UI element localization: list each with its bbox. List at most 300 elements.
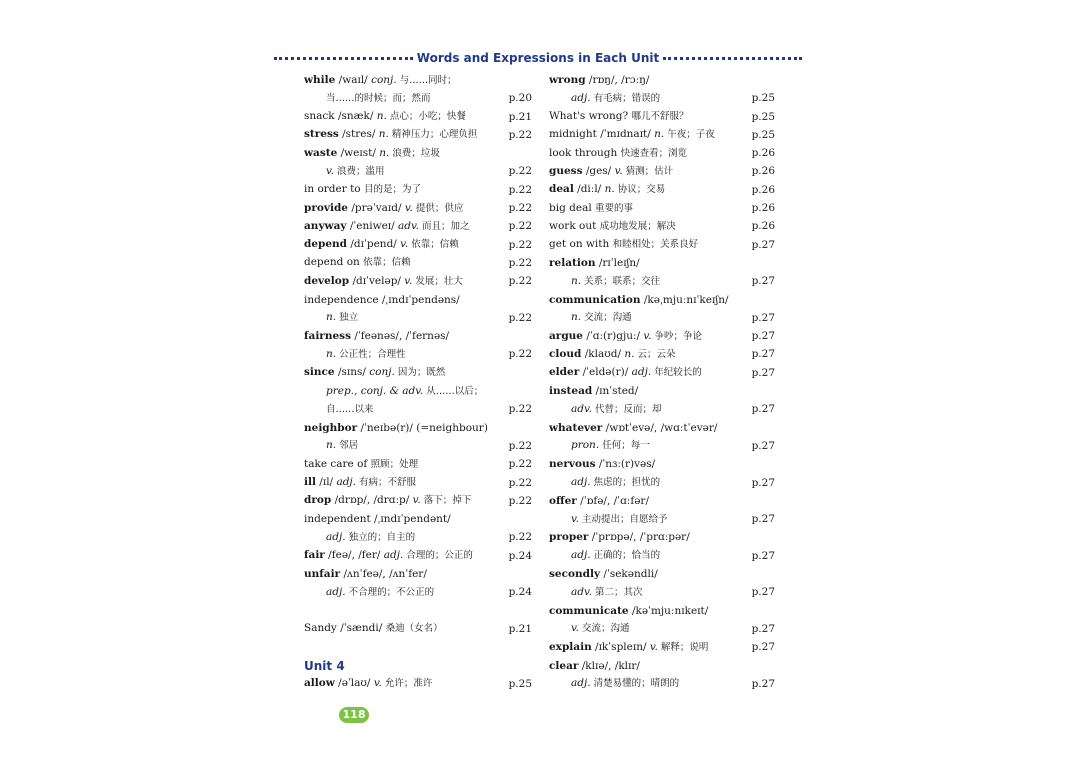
headword: fair: [304, 549, 325, 562]
phonetic: /klɪə/, /klɪr/: [578, 659, 640, 672]
headword: stress: [304, 128, 339, 141]
page-reference: p.22: [508, 531, 532, 544]
headword: clear: [549, 659, 579, 672]
entry-text: [571, 400, 749, 419]
entry-text: [549, 235, 749, 254]
entry-text: [549, 199, 749, 218]
headword: develop: [304, 274, 350, 287]
phonetic: /əˈlaʊ/: [334, 677, 374, 690]
vocab-entry: [304, 217, 532, 235]
vocab-entry: [549, 382, 775, 400]
headword: depend on: [304, 256, 360, 269]
vocab-entry: [549, 71, 775, 89]
headword: wrong: [549, 74, 586, 86]
phonetic: /rɒŋ/, /rɔːŋ/: [585, 74, 650, 86]
vocab-entry: [304, 199, 532, 217]
headword: drop: [304, 494, 332, 507]
entry-text: [304, 235, 506, 254]
page-reference: p.25: [751, 128, 775, 141]
vocab-entry: [304, 272, 532, 290]
phonetic: /ˈsekəndli/: [600, 568, 658, 581]
entry-text: [304, 491, 506, 510]
entry-text: [549, 71, 749, 89]
entry-continuation: [549, 510, 775, 528]
page-reference: p.25: [508, 677, 532, 690]
page-reference: p.27: [751, 549, 775, 562]
header-dots-right: [663, 57, 802, 60]
entry-text: [304, 510, 506, 528]
phonetic: /kəˈmjuːnɪkeɪt/: [628, 604, 709, 617]
vocab-entry: [549, 181, 775, 199]
phonetic: /snæk/: [334, 110, 377, 123]
entry-text: [571, 583, 749, 602]
page-reference: p.26: [751, 220, 775, 233]
entry-text: [304, 253, 506, 272]
entry-text: [549, 455, 749, 473]
entry-text: [304, 291, 506, 309]
vocab-entry: [304, 510, 532, 528]
part-of-speech: adj.: [571, 549, 591, 562]
entry-text: [549, 419, 749, 437]
chinese-meaning: 允许；准许: [381, 678, 433, 690]
page-number-badge: 118: [339, 707, 369, 723]
chinese-meaning: 第二；其次: [592, 586, 643, 598]
headword: take care of: [304, 457, 368, 470]
vocab-entry: [304, 474, 532, 492]
headword: since: [304, 366, 335, 379]
page-reference: p.26: [751, 183, 775, 196]
entry-text: [326, 400, 506, 419]
part-of-speech: v.: [412, 494, 421, 507]
part-of-speech: v.: [400, 238, 409, 251]
page-reference: p.27: [751, 439, 775, 452]
vocab-entry: [304, 236, 532, 254]
headword: allow: [304, 677, 335, 690]
vocab-entry: [549, 199, 775, 217]
entry-text: [304, 180, 506, 199]
vocab-entry: [549, 364, 775, 382]
chinese-meaning: 猜测；估计: [622, 165, 674, 177]
chinese-meaning: 自……以来: [326, 403, 374, 415]
page-reference: p.27: [751, 586, 775, 599]
part-of-speech: v.: [571, 622, 580, 635]
entry-continuation: [304, 400, 532, 418]
entry-text: [571, 308, 749, 327]
entry-text: [326, 345, 506, 364]
page-reference: p.22: [508, 202, 532, 215]
chinese-meaning: 依靠；信赖: [408, 239, 459, 251]
part-of-speech: adj.: [571, 91, 591, 104]
headword: independence: [304, 293, 379, 306]
phonetic: /dɪˈveləp/: [349, 274, 405, 287]
right-column: [549, 71, 775, 693]
part-of-speech: n.: [378, 128, 389, 141]
entry-text: [549, 492, 749, 510]
entry-text: [304, 327, 506, 345]
entry-text: [326, 528, 506, 547]
chinese-meaning: 点心；小吃；快餐: [386, 111, 466, 123]
entry-text: [571, 436, 749, 455]
chinese-meaning: 提供；供应: [412, 202, 464, 214]
phonetic: /feə/, /fer/: [324, 549, 384, 562]
entry-text: [304, 125, 506, 144]
entry-text: [549, 327, 749, 346]
chinese-meaning: 照顾；处理: [370, 458, 419, 470]
entry-continuation: [549, 89, 775, 107]
part-of-speech: adj.: [326, 530, 346, 543]
header-title: Words and Expressions in Each Unit: [416, 51, 660, 65]
chinese-meaning: 协议；交易: [614, 184, 666, 196]
vocab-entry: [549, 126, 775, 144]
page-reference: p.27: [751, 476, 775, 489]
vocab-entry: [304, 254, 532, 272]
entry-text: [571, 272, 749, 291]
unit-title: Unit 4: [304, 658, 345, 673]
headword: neighbor: [304, 421, 358, 434]
page-reference: p.26: [751, 202, 775, 215]
part-of-speech: n.: [654, 128, 665, 141]
part-of-speech: prep., conj. & adv.: [326, 384, 424, 397]
phonetic: /stres/: [338, 128, 379, 141]
page-reference: p.22: [508, 275, 532, 288]
chinese-meaning: 合理的；公正的: [403, 550, 473, 562]
page-reference: p.22: [508, 311, 532, 324]
page-reference: p.20: [508, 92, 532, 105]
chinese-meaning: 浪费；垃圾: [389, 147, 440, 159]
headword: Sandy: [304, 622, 337, 635]
headword: communicate: [549, 604, 629, 617]
phonetic: /rɪˈleɪʃn/: [595, 256, 640, 269]
entry-text: [326, 308, 506, 327]
phonetic: /ɪnˈsted/: [592, 385, 639, 398]
phonetic: /ˈsændi/: [336, 622, 386, 635]
headword: proper: [549, 531, 589, 544]
part-of-speech: pron.: [571, 439, 600, 452]
phonetic: /ɪl/: [315, 476, 337, 489]
vocab-entry: [304, 144, 532, 162]
part-of-speech: v.: [571, 512, 580, 525]
chinese-meaning: 焦虑的；担忧的: [590, 477, 661, 489]
chinese-meaning: 桑迪（女名）: [385, 623, 443, 635]
chinese-meaning: 而且；加之: [419, 220, 470, 232]
page-reference: p.27: [751, 330, 775, 343]
phonetic: /ˈneɪbə(r)/ (=neighbour): [357, 421, 488, 434]
page-reference: p.27: [751, 238, 775, 251]
entry-text: [549, 254, 749, 272]
headword: deal: [549, 183, 574, 196]
chinese-meaning: 成功地发展；解决: [599, 220, 676, 232]
vocab-entry: [549, 638, 775, 656]
headword: offer: [549, 494, 577, 507]
chinese-meaning: 有毛病；错误的: [590, 92, 661, 104]
entry-continuation: [304, 89, 532, 107]
entry-continuation: [549, 272, 775, 290]
entry-text: [549, 107, 749, 126]
part-of-speech: v.: [404, 274, 413, 287]
entry-text: [549, 162, 749, 181]
chinese-meaning: 发展；壮大: [412, 275, 463, 287]
vocab-entry: [304, 71, 532, 89]
unit-heading: [304, 657, 532, 675]
page-reference: p.27: [751, 403, 775, 416]
phonetic: /diːl/: [573, 183, 605, 196]
entry-continuation: [304, 309, 532, 327]
vocab-entry: [304, 291, 532, 309]
part-of-speech: n.: [624, 347, 635, 360]
part-of-speech: adv.: [571, 585, 593, 598]
headword: relation: [549, 256, 596, 269]
entry-text: [326, 89, 506, 108]
vocab-entry: [549, 254, 775, 272]
entry-continuation: [304, 382, 532, 400]
chinese-meaning: 和睦相处；关系良好: [612, 239, 699, 251]
phonetic: /ˈeniweɪ/: [346, 219, 399, 232]
phonetic: /sɪns/: [334, 366, 370, 379]
phonetic: /kəˌmjuːnɪˈkeɪʃn/: [640, 293, 729, 306]
headword: work out: [549, 219, 597, 232]
part-of-speech: n.: [326, 311, 337, 324]
page-reference: p.22: [508, 165, 532, 178]
entry-continuation: [549, 474, 775, 492]
phonetic: /dɪˈpend/: [347, 238, 401, 251]
headword: ill: [304, 476, 316, 489]
vocab-entry: [549, 291, 775, 309]
phonetic: /ˈɑː(r)gjuː/: [583, 329, 644, 342]
entry-continuation: [304, 162, 532, 180]
phonetic: /ˈfeənəs/, /ˈfernəs/: [350, 330, 450, 343]
entry-text: [549, 345, 749, 364]
chinese-meaning: 公正性；合理性: [336, 348, 406, 360]
headword: while: [304, 73, 336, 86]
header-dots-left: [274, 57, 413, 60]
page-reference: p.22: [508, 128, 532, 141]
entry-text: [549, 602, 749, 620]
page-reference: p.22: [508, 183, 532, 196]
entry-text: [304, 546, 506, 565]
vocab-entry: [304, 492, 532, 510]
part-of-speech: n.: [379, 146, 390, 159]
phonetic: /ˈprɒpə/, /ˈprɑːpər/: [588, 531, 690, 544]
vocab-entry: [304, 455, 532, 473]
page-reference: p.27: [751, 275, 775, 288]
page-reference: p.21: [508, 622, 532, 635]
headword: midnight: [549, 128, 597, 141]
headword: secondly: [549, 568, 601, 581]
vocab-entry: [549, 492, 775, 510]
headword: guess: [549, 164, 583, 177]
entry-text: [549, 363, 749, 382]
entry-text: [326, 583, 506, 602]
headword: instead: [549, 385, 593, 398]
entry-text: [571, 674, 749, 693]
entry-continuation: [549, 675, 775, 693]
part-of-speech: n.: [326, 347, 337, 360]
chinese-meaning: 当……的时候；而；然而: [326, 92, 431, 104]
chinese-meaning: 主动提出；自愿给予: [579, 513, 668, 525]
page-reference: p.27: [751, 622, 775, 635]
part-of-speech: adj.: [571, 677, 591, 690]
page-reference: p.27: [751, 311, 775, 324]
part-of-speech: v.: [326, 164, 335, 177]
part-of-speech: v.: [373, 677, 382, 690]
part-of-speech: v.: [404, 201, 413, 214]
vocab-entry: [549, 657, 775, 675]
vocab-entry: [304, 675, 532, 693]
entry-text: [549, 565, 749, 583]
headword: snack: [304, 110, 335, 123]
phonetic: /klaʊd/: [581, 347, 625, 360]
vocab-entry: [304, 108, 532, 126]
headword: provide: [304, 201, 348, 214]
headword: whatever: [549, 421, 603, 434]
chinese-meaning: 清楚易懂的；晴朗的: [590, 678, 680, 690]
page-reference: p.22: [508, 458, 532, 471]
part-of-speech: adv.: [398, 219, 420, 232]
page-reference: p.24: [508, 549, 532, 562]
entry-continuation: [549, 400, 775, 418]
vocab-entry: [549, 602, 775, 620]
entry-text: [304, 199, 506, 218]
entry-text: [304, 473, 506, 492]
entry-continuation: [304, 437, 532, 455]
chinese-meaning: 解释；说明: [657, 641, 709, 653]
entry-text: [304, 419, 506, 437]
entry-text: [571, 510, 749, 529]
headword: argue: [549, 329, 583, 342]
page-reference: p.25: [751, 110, 775, 123]
chinese-meaning: 快速查看；浏览: [620, 147, 688, 159]
chinese-meaning: 从……以后；: [423, 385, 484, 397]
phonetic: /wɒtˈevə/, /wɑːtˈevər/: [602, 421, 718, 434]
part-of-speech: conj.: [369, 366, 395, 379]
entry-text: [571, 546, 749, 565]
headword: fairness: [304, 330, 351, 343]
phonetic: /ˈeldə(r)/: [579, 366, 632, 379]
part-of-speech: conj.: [371, 73, 397, 86]
chinese-meaning: 代替；反而；却: [592, 403, 662, 415]
part-of-speech: v.: [649, 640, 658, 653]
entry-text: [304, 272, 506, 291]
phonetic: /ges/: [582, 164, 615, 177]
entry-text: [549, 528, 749, 546]
entry-continuation: [304, 583, 532, 601]
entry-text: [549, 291, 749, 309]
page-reference: p.22: [508, 494, 532, 507]
headword: waste: [304, 146, 338, 159]
chinese-meaning: 争吵；争论: [651, 330, 702, 342]
part-of-speech: n.: [571, 274, 582, 287]
part-of-speech: adj.: [326, 585, 346, 598]
vocab-entry: [549, 455, 775, 473]
phonetic: /ˌɪndɪˈpendəns/: [378, 293, 460, 306]
chinese-meaning: 有病；不舒服: [356, 477, 417, 489]
entry-text: [549, 382, 749, 400]
headword: nervous: [549, 458, 596, 471]
phonetic: /ˈmɪdnaɪt/: [596, 128, 655, 141]
page-reference: p.27: [751, 677, 775, 690]
headword: big deal: [549, 201, 592, 214]
entry-text: [549, 657, 749, 675]
chinese-meaning: 浪费；滥用: [334, 165, 385, 177]
page-reference: p.25: [751, 92, 775, 105]
vocab-entry: [304, 364, 532, 382]
phonetic: /ˈɒfə/, /ˈɑːfər/: [576, 494, 649, 507]
chinese-meaning: 精神压力；心理负担: [388, 129, 478, 141]
vocab-entry: [549, 144, 775, 162]
headword: anyway: [304, 219, 347, 232]
vocab-entry: [304, 565, 532, 583]
entry-continuation: [549, 309, 775, 327]
page-reference: p.27: [751, 641, 775, 654]
entry-text: [571, 619, 749, 638]
entry-text: [326, 162, 506, 181]
vocab-entry: [304, 620, 532, 638]
part-of-speech: n.: [571, 311, 582, 324]
entry-text: [304, 71, 506, 90]
chinese-meaning: 正确的；恰当的: [590, 550, 661, 562]
entry-continuation: [304, 345, 532, 363]
vocab-entry: [549, 528, 775, 546]
chinese-meaning: 哪儿不舒服？: [631, 111, 689, 123]
page-reference: p.22: [508, 403, 532, 416]
entry-text: [549, 638, 749, 657]
page-reference: p.22: [508, 348, 532, 361]
part-of-speech: n.: [326, 439, 337, 452]
headword: communication: [549, 293, 641, 306]
vocab-entry: [304, 547, 532, 565]
vocab-entry: [549, 217, 775, 235]
part-of-speech: n.: [604, 183, 615, 196]
headword: get on with: [549, 238, 610, 251]
page-reference: p.26: [751, 165, 775, 178]
part-of-speech: v.: [643, 329, 652, 342]
headword: look through: [549, 146, 618, 159]
headword: in order to: [304, 183, 361, 196]
part-of-speech: v.: [614, 164, 623, 177]
entry-text: [549, 144, 749, 163]
entry-text: [549, 217, 749, 236]
entry-continuation: [549, 547, 775, 565]
phonetic: /weɪst/: [337, 146, 380, 159]
chinese-meaning: 交流；沟通: [579, 623, 630, 635]
blank-line: [304, 602, 532, 620]
vocab-entry: [304, 126, 532, 144]
entry-text: [304, 455, 506, 474]
chinese-meaning: 落下；掉下: [420, 495, 472, 507]
blank-line: [304, 638, 532, 656]
entry-continuation: [304, 528, 532, 546]
left-column: [304, 71, 532, 693]
page-reference: p.22: [508, 439, 532, 452]
entry-text: [304, 363, 506, 382]
page-reference: p.22: [508, 220, 532, 233]
phonetic: /drɒp/, /drɑːp/: [331, 494, 413, 507]
headword: elder: [549, 366, 580, 379]
chinese-meaning: 云；云朵: [634, 348, 676, 360]
vocab-entry: [549, 162, 775, 180]
chinese-meaning: 与……同时；: [396, 74, 457, 86]
phonetic: /ʌnˈfeə/, /ʌnˈfer/: [340, 568, 427, 581]
phonetic: /ˈnɜː(r)vəs/: [595, 458, 656, 471]
phonetic: /ɪkˈspleɪn/: [591, 640, 650, 653]
entry-text: [326, 436, 506, 455]
entry-text: [304, 674, 506, 693]
chinese-meaning: 独立的；自主的: [345, 531, 416, 543]
vocab-entry: [304, 181, 532, 199]
chinese-meaning: 交流；沟通: [581, 312, 632, 324]
entry-text: [304, 619, 506, 638]
part-of-speech: adj.: [336, 476, 357, 489]
